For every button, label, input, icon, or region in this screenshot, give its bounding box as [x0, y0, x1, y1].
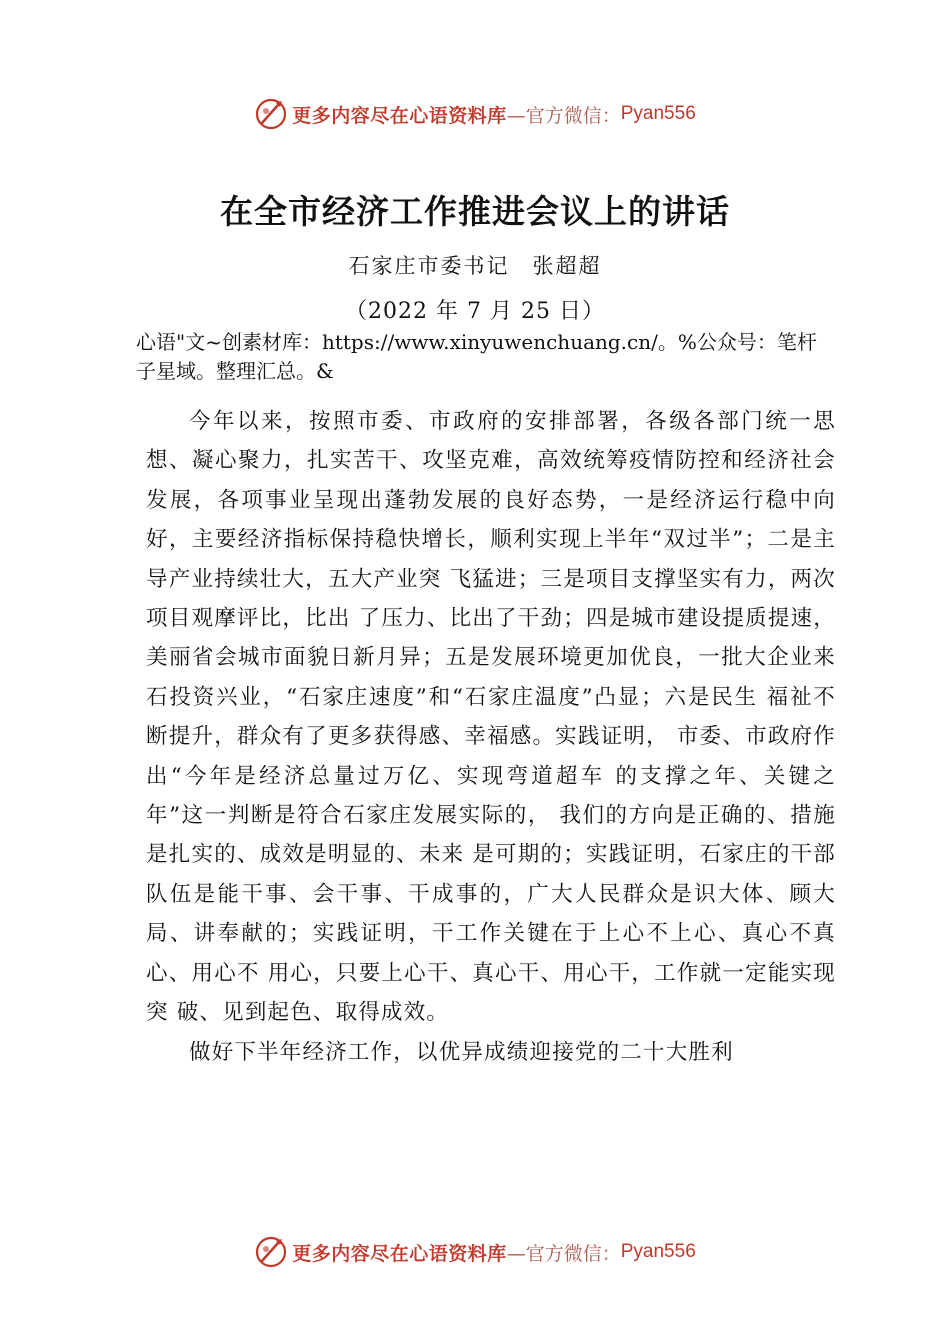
banner-wechat-id: Pyan556	[620, 103, 696, 124]
header-banner	[0, 94, 950, 134]
banner-separator-text: —官方微信：	[506, 1242, 621, 1265]
paragraph: 做好下半年经济工作，以优异成绩迎接党的二十大胜利	[189, 1039, 734, 1065]
banner-wechat-id: Pyan556	[620, 1241, 696, 1262]
banner-main-text: 更多内容尽在心语资料库	[292, 104, 507, 127]
xinyu-logo-icon	[254, 1235, 288, 1269]
footer-banner	[0, 1232, 950, 1272]
banner-separator-text: —官方微信：	[506, 104, 621, 127]
paragraph: 今年以来，按照市委、市政府的安排部署，各级各部门统一思想、凝心聚力，扎实苦干、攻坚克难，高效统筹疫情防控和经济社会发展，各项事业呈现出蓬勃发展的良好态势，一是经济运行稳中向好，主要经济指标保持稳快增长，顺利实现上半年“双过半”；二是主导产业持续壮大，五大产业突 飞猛进；三是项目支撑坚实有力，两次项目观摩评比，比出 了压力、比出了干劲；四是城市建设提质提速，美丽省会城市面貌日新月异；五是发展环境更加优良，一批大企业来石投资兴业，“石家庄速度”和“石家庄温度”凸显；六是民生 福祉不断提升，群众有了更多获得感、幸福感。实践证明， 市委、市政府作出“今年是经济总量过万亿、实现弯道超车 的支撑之年、关键之年”这一判断是符合石家庄发展实际的， 我们的方向是正确的、措施是扎实的、成效是明显的、未来 是可期的；实践证明，石家庄的干部队伍是能干事、会干事、干成事的，广大人民群众是识大体、顾大局、讲奉献的；实践证明，干工作关键在于上心不上心、真心不真心、用心不 用心，只要上心干、真心干、用心干，工作就一定能实现突 破、见到起色、取得成效。	[146, 409, 836, 1026]
document-date: （2022 年 7 月 25 日）	[345, 299, 605, 324]
document-body	[146, 402, 836, 1072]
banner-main-text: 更多内容尽在心语资料库	[292, 1242, 507, 1265]
source-note: 心语"文~创素材库：https://www.xinyuwenchuang.cn/。%公众号：笔杆子星域。整理汇总。&	[136, 330, 817, 383]
document-title: 在全市经济工作推进会议上的讲话	[220, 192, 730, 231]
xinyu-logo-icon	[254, 97, 288, 131]
document-author: 石家庄市委书记 张超超	[348, 254, 602, 278]
